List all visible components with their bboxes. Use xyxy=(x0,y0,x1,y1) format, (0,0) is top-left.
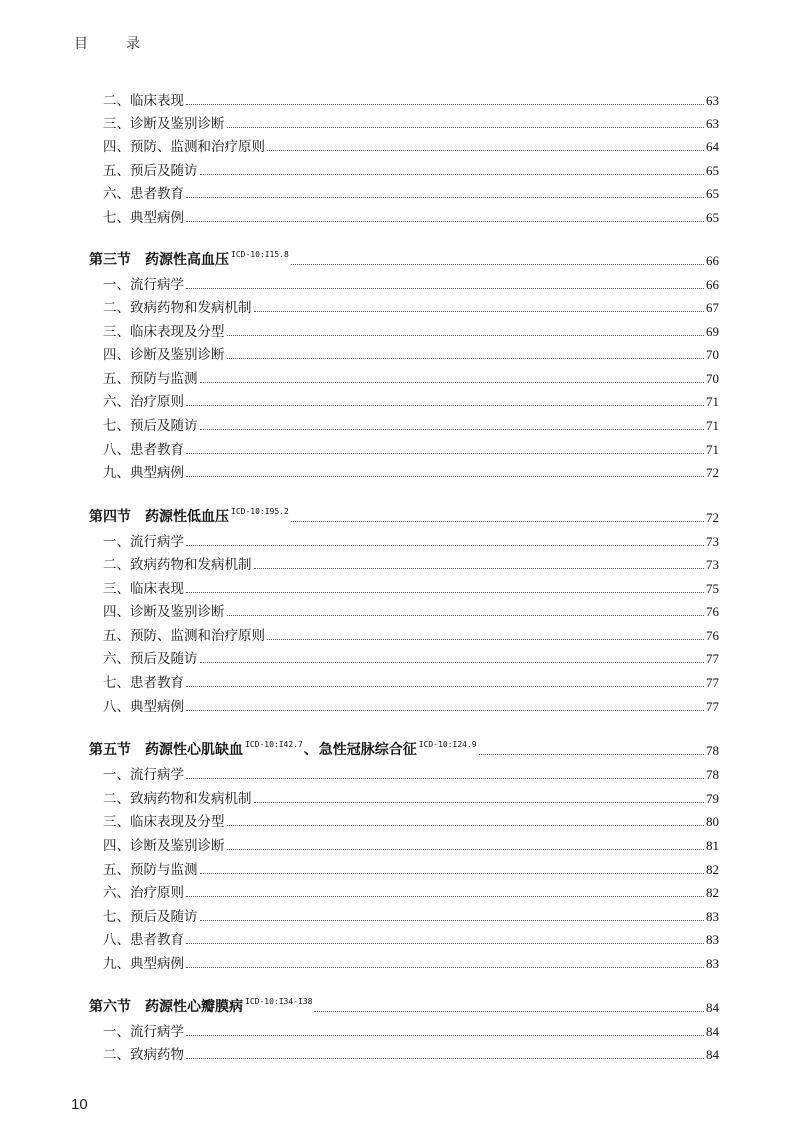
toc-page-number: 63 xyxy=(706,116,719,131)
section-title: 药源性低血压 xyxy=(145,509,229,525)
dot-leader xyxy=(227,358,705,359)
toc-item-label: 四、诊断及鉴别诊断 xyxy=(103,838,225,854)
toc-page-number: 66 xyxy=(706,277,719,292)
dot-leader xyxy=(227,849,705,850)
icd-code: ICD-10:I15.8 xyxy=(231,250,289,259)
dot-leader xyxy=(291,264,704,265)
icd-code: ICD-10:I42.7 xyxy=(245,740,303,749)
toc-item-row[interactable] xyxy=(103,294,719,316)
toc-item-label: 四、诊断及鉴别诊断 xyxy=(103,347,225,363)
toc-item-label: 一、流行病学 xyxy=(103,1024,184,1040)
toc-page-number: 82 xyxy=(706,885,719,900)
dot-leader xyxy=(200,429,705,430)
dot-leader xyxy=(200,382,705,383)
toc-page-number: 73 xyxy=(706,534,719,549)
dot-leader xyxy=(254,311,705,312)
dot-leader xyxy=(186,405,704,406)
section-title: 药源性心肌缺血 xyxy=(145,742,243,758)
toc-page-number: 69 xyxy=(706,324,719,339)
toc-item-row[interactable] xyxy=(103,341,719,363)
toc-page-number: 72 xyxy=(706,465,719,480)
dot-leader xyxy=(186,778,704,779)
dot-leader xyxy=(186,104,704,105)
toc-section-row[interactable] xyxy=(89,737,719,759)
toc-item-row[interactable] xyxy=(103,551,719,573)
toc-item-row[interactable] xyxy=(103,785,719,807)
dot-leader xyxy=(186,1058,704,1059)
toc-item-row[interactable] xyxy=(103,693,719,715)
dot-leader xyxy=(186,1035,704,1036)
toc-item-row[interactable] xyxy=(103,412,719,434)
toc-item-row[interactable] xyxy=(103,808,719,830)
toc-item-row[interactable] xyxy=(103,903,719,925)
toc-page-number: 67 xyxy=(706,300,719,315)
toc-page-number: 77 xyxy=(706,675,719,690)
toc-page-number: 70 xyxy=(706,371,719,386)
toc-item-label: 三、诊断及鉴别诊断 xyxy=(103,116,225,132)
toc-page-number: 83 xyxy=(706,932,719,947)
dot-leader xyxy=(186,476,704,477)
toc-item-row[interactable] xyxy=(103,645,719,667)
dot-leader xyxy=(186,967,704,968)
section-heading xyxy=(89,739,477,759)
section-number: 第四节 xyxy=(89,509,131,525)
icd-code-secondary: ICD-10:I24.9 xyxy=(418,740,477,749)
toc-item-row[interactable] xyxy=(103,528,719,550)
icd-code: ICD-10:I34-I38 xyxy=(245,997,313,1006)
toc-page-number: 65 xyxy=(706,163,719,178)
toc-item-label: 六、患者教育 xyxy=(103,186,184,202)
toc-item-label: 四、诊断及鉴别诊断 xyxy=(103,604,225,620)
dot-leader xyxy=(186,896,704,897)
dot-leader xyxy=(254,802,705,803)
section-number: 第六节 xyxy=(89,999,131,1015)
toc-item-row[interactable] xyxy=(103,180,719,202)
toc-item-row[interactable] xyxy=(103,459,719,481)
toc-page-number: 75 xyxy=(706,581,719,596)
toc-page-number: 81 xyxy=(706,838,719,853)
toc-item-row[interactable] xyxy=(103,87,719,109)
toc-item-row[interactable] xyxy=(103,950,719,972)
toc-page-number: 70 xyxy=(706,347,719,362)
toc-item-label: 三、临床表现 xyxy=(103,581,184,597)
toc-item-label: 五、预防与监测 xyxy=(103,862,198,878)
toc-page-number: 78 xyxy=(706,767,719,782)
toc-item-label: 一、流行病学 xyxy=(103,534,184,550)
toc-item-row[interactable] xyxy=(103,133,719,155)
dot-leader xyxy=(200,662,705,663)
toc-item-label: 五、预后及随访 xyxy=(103,163,198,179)
dot-leader xyxy=(200,174,705,175)
dot-leader xyxy=(186,710,704,711)
running-header: 目 录 xyxy=(74,36,152,52)
toc-page-number: 66 xyxy=(706,253,719,268)
toc-item-row[interactable] xyxy=(103,669,719,691)
toc-item-label: 三、临床表现及分型 xyxy=(103,814,225,830)
dot-leader xyxy=(186,453,704,454)
toc-item-row[interactable] xyxy=(103,204,719,226)
toc-page-number: 72 xyxy=(706,510,719,525)
toc-page-number: 84 xyxy=(706,1024,719,1039)
dot-leader xyxy=(186,943,704,944)
section-heading xyxy=(89,506,289,526)
title-separator: 、 xyxy=(303,742,318,758)
icd-code: ICD-10:I95.2 xyxy=(231,507,289,516)
toc-item-label: 二、临床表现 xyxy=(103,93,184,109)
section-heading xyxy=(89,249,289,269)
toc-item-label: 七、患者教育 xyxy=(103,675,184,691)
toc-item-row[interactable] xyxy=(103,157,719,179)
toc-page-number: 79 xyxy=(706,791,719,806)
toc-page-number: 76 xyxy=(706,628,719,643)
toc-item-label: 六、治疗原则 xyxy=(103,394,184,410)
toc-item-label: 三、临床表现及分型 xyxy=(103,324,225,340)
toc-item-row[interactable] xyxy=(103,761,719,783)
toc-item-row[interactable] xyxy=(103,365,719,387)
dot-leader xyxy=(227,825,705,826)
toc-page-number: 84 xyxy=(706,1000,719,1015)
toc-item-label: 七、预后及随访 xyxy=(103,909,198,925)
dot-leader xyxy=(186,686,704,687)
toc-item-label: 二、致病药物和发病机制 xyxy=(103,557,252,573)
section-number: 第三节 xyxy=(89,252,131,268)
dot-leader xyxy=(227,615,705,616)
section-title-secondary: 急性冠脉综合征 xyxy=(318,742,417,758)
toc-item-row[interactable] xyxy=(103,1041,719,1063)
toc-item-row[interactable] xyxy=(103,879,719,901)
toc-item-label: 七、典型病例 xyxy=(103,210,184,226)
toc-item-row[interactable] xyxy=(103,388,719,410)
toc-page-number: 71 xyxy=(706,394,719,409)
toc-item-label: 八、患者教育 xyxy=(103,442,184,458)
toc-item-label: 九、典型病例 xyxy=(103,956,184,972)
toc-page-number: 64 xyxy=(706,139,719,154)
toc-page-number: 82 xyxy=(706,862,719,877)
dot-leader xyxy=(200,873,705,874)
toc-page-number: 84 xyxy=(706,1047,719,1062)
toc-page-number: 77 xyxy=(706,651,719,666)
toc-item-label: 八、患者教育 xyxy=(103,932,184,948)
section-title: 药源性高血压 xyxy=(145,252,229,268)
toc-item-row[interactable] xyxy=(103,856,719,878)
toc-page-number: 76 xyxy=(706,604,719,619)
toc-item-label: 五、预防与监测 xyxy=(103,371,198,387)
toc-item-row[interactable] xyxy=(103,318,719,340)
dot-leader xyxy=(479,754,704,755)
toc-item-row[interactable] xyxy=(103,575,719,597)
toc-page-number: 63 xyxy=(706,93,719,108)
toc-page-number: 65 xyxy=(706,186,719,201)
dot-leader xyxy=(200,920,705,921)
dot-leader xyxy=(186,221,704,222)
toc-item-label: 六、预后及随访 xyxy=(103,651,198,667)
toc-item-label: 二、致病药物和发病机制 xyxy=(103,300,252,316)
toc-item-label: 四、预防、监测和治疗原则 xyxy=(103,139,265,155)
page-number: 10 xyxy=(71,1096,88,1113)
toc-item-label: 二、致病药物和发病机制 xyxy=(103,791,252,807)
toc-page-number: 78 xyxy=(706,743,719,758)
section-title: 药源性心瓣膜病 xyxy=(145,999,243,1015)
toc-item-row[interactable] xyxy=(103,110,719,132)
toc-page-number: 83 xyxy=(706,909,719,924)
dot-leader xyxy=(186,288,704,289)
toc-section-row[interactable] xyxy=(89,247,719,269)
section-number: 第五节 xyxy=(89,742,131,758)
toc-item-row[interactable] xyxy=(103,436,719,458)
toc-page-number: 71 xyxy=(706,418,719,433)
dot-leader xyxy=(186,197,704,198)
dot-leader xyxy=(186,592,704,593)
toc-item-label: 六、治疗原则 xyxy=(103,885,184,901)
toc-page-number: 71 xyxy=(706,442,719,457)
dot-leader xyxy=(254,568,705,569)
toc-page-number: 73 xyxy=(706,557,719,572)
dot-leader xyxy=(227,335,705,336)
toc-item-row[interactable] xyxy=(103,271,719,293)
toc-page-number: 80 xyxy=(706,814,719,829)
toc-item-label: 八、典型病例 xyxy=(103,699,184,715)
dot-leader xyxy=(291,521,704,522)
toc-page-number: 65 xyxy=(706,210,719,225)
toc-section-row[interactable] xyxy=(89,994,719,1016)
toc-item-label: 九、典型病例 xyxy=(103,465,184,481)
toc-item-row[interactable] xyxy=(103,832,719,854)
toc-section-row[interactable] xyxy=(89,504,719,526)
toc-item-label: 二、致病药物 xyxy=(103,1047,184,1063)
toc-item-label: 一、流行病学 xyxy=(103,277,184,293)
toc-page-number: 77 xyxy=(706,699,719,714)
dot-leader xyxy=(227,127,705,128)
toc-item-row[interactable] xyxy=(103,622,719,644)
toc-item-label: 五、预防、监测和治疗原则 xyxy=(103,628,265,644)
dot-leader xyxy=(186,545,704,546)
toc-item-row[interactable] xyxy=(103,926,719,948)
section-heading xyxy=(89,996,312,1016)
toc-item-row[interactable] xyxy=(103,598,719,620)
toc-item-label: 七、预后及随访 xyxy=(103,418,198,434)
dot-leader xyxy=(267,150,704,151)
dot-leader xyxy=(314,1011,704,1012)
toc-page-number: 83 xyxy=(706,956,719,971)
toc-item-row[interactable] xyxy=(103,1018,719,1040)
dot-leader xyxy=(267,639,704,640)
toc-item-label: 一、流行病学 xyxy=(103,767,184,783)
